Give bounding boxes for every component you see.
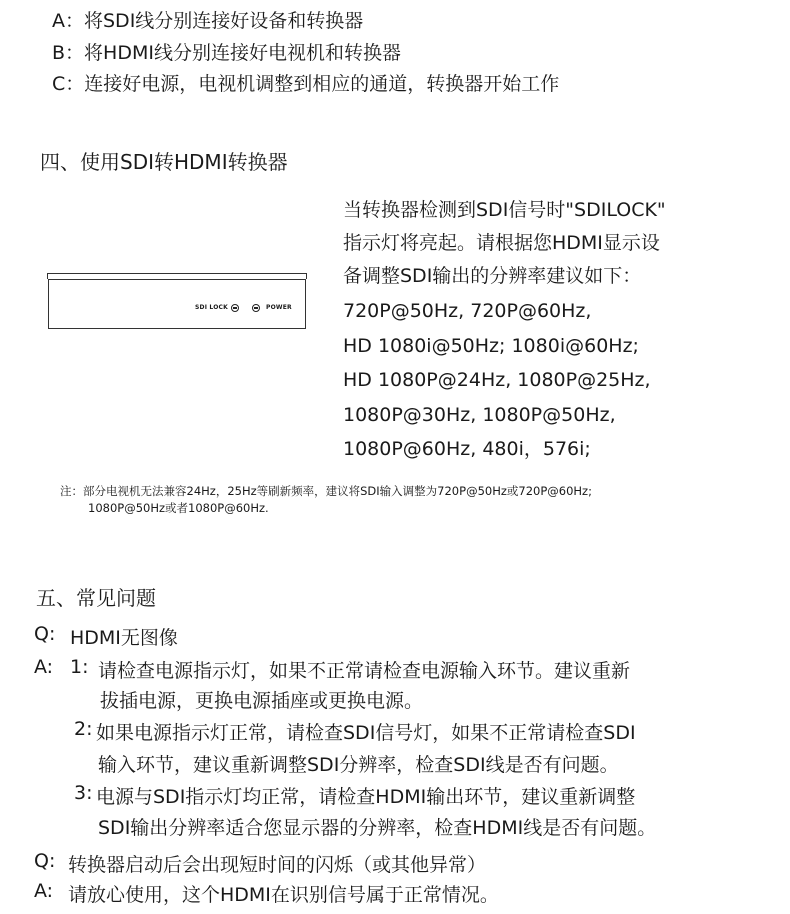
section4-title: 四、使用SDI转HDMI转换器: [40, 150, 288, 174]
a1-item-1-line: 请检查电源指示灯，如果不正常请检查电源输入环节。建议重新: [98, 660, 631, 682]
a2-text: 请放心使用，这个HDMI在识别信号属于正常情况。: [68, 884, 499, 906]
step-a: A：将SDI线分别连接好设备和转换器: [52, 10, 364, 32]
step-c: C：连接好电源，电视机调整到相应的通道，转换器开始工作: [52, 73, 560, 95]
panel-body: [48, 279, 306, 329]
a1-item-1-line: 拔插电源，更换电源插座或更换电源。: [100, 690, 424, 712]
q1-text: HDMI无图像: [70, 627, 178, 649]
description-line: 当转换器检测到SDI信号时"SDILOCK": [343, 199, 666, 221]
a1-item-3-line: SDI输出分辨率适合您显示器的分辨率，检查HDMI线是否有问题。: [98, 817, 657, 839]
converter-front-panel: [47, 273, 307, 329]
power-led-icon: [252, 304, 260, 312]
resolution-list: [343, 294, 651, 467]
a1-item-1-num: 1:: [70, 656, 89, 678]
section5-title: 五、常见问题: [36, 586, 156, 610]
a1-item-3-line: 电源与SDI指示灯均正常，请检查HDMI输出环节，建议重新调整: [96, 786, 636, 808]
resolution-line: HD 1080i@50Hz; 1080i@60Hz;: [343, 334, 639, 357]
sdi-lock-label: SDI LOCK: [195, 304, 228, 311]
power-label: POWER: [266, 304, 292, 311]
resolution-line: HD 1080P@24Hz, 1080P@25Hz,: [343, 369, 651, 391]
a1-item-2-line: 如果电源指示灯正常，请检查SDI信号灯，如果不正常请检查SDI: [96, 722, 636, 744]
a1-item-2-num: 2:: [74, 718, 93, 740]
section4-description: [343, 194, 666, 293]
step-b: B：将HDMI线分别连接好电视机和转换器: [52, 42, 401, 64]
a1-item-3-num: 3:: [74, 782, 93, 804]
resolution-line: 1080P@60Hz, 480i，576i;: [343, 438, 591, 460]
resolution-line: 720P@50Hz, 720P@60Hz,: [343, 300, 592, 322]
resolution-line: 1080P@30Hz, 1080P@50Hz,: [343, 403, 616, 426]
sdi-lock-led-icon: [231, 304, 239, 312]
note-line-1: 注：部分电视机无法兼容24Hz，25Hz等刷新频率，建议将SDI输入调整为720P@50Hz或720P@60Hz;: [60, 484, 592, 498]
a1-prefix: A:: [34, 656, 54, 678]
q2-text: 转换器启动后会出现短时间的闪烁（或其他异常）: [68, 854, 487, 876]
a2-prefix: A:: [34, 880, 54, 902]
description-line: 备调整SDI输出的分辨率建议如下：: [343, 265, 642, 287]
description-line: 指示灯将亮起。请根据您HDMI显示设: [343, 232, 660, 254]
q1-prefix: Q:: [34, 623, 56, 645]
a1-item-2-line: 输入环节，建议重新调整SDI分辨率，检查SDI线是否有问题。: [98, 754, 619, 776]
q2-prefix: Q:: [34, 850, 56, 872]
note-line-2: 1080P@50Hz或者1080P@60Hz.: [88, 501, 269, 515]
